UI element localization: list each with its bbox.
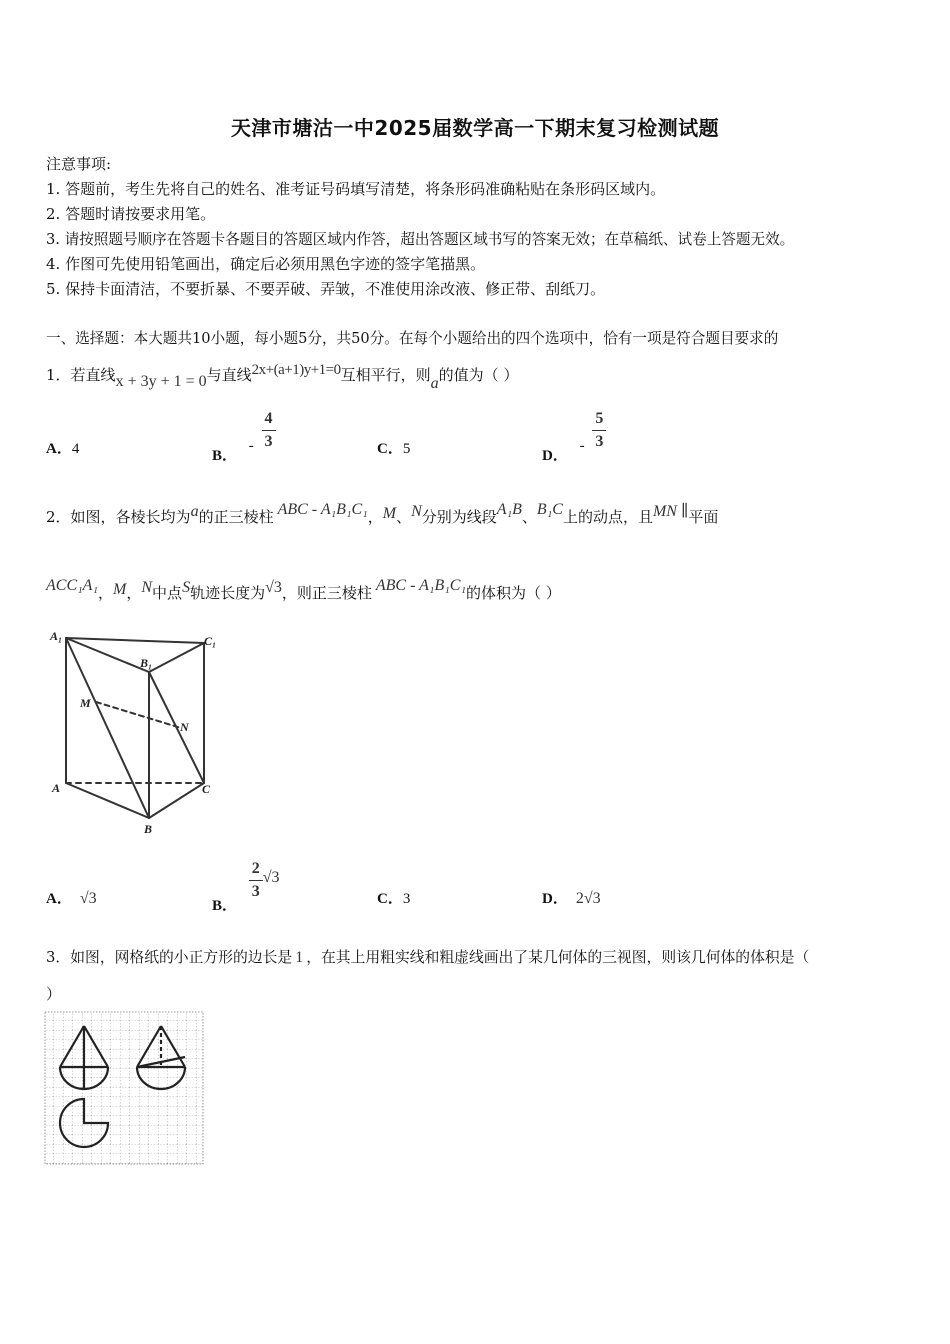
notice-item-5: 5. 保持卡面清洁，不要折暴、不要弄破、弄皱，不准使用涂改液、修正带、刮纸刀。 — [46, 280, 606, 298]
separator: 、 — [396, 508, 412, 526]
question-2-text-1: 如图，各棱长均为 — [70, 508, 191, 526]
label-c: C — [202, 782, 211, 796]
question-2-prism-2: ABC - A₁B₁C₁ — [375, 577, 467, 594]
question-2-text-8: ，则正三棱柱 — [281, 584, 372, 602]
option-value: 4 — [71, 441, 80, 457]
question-1-number: 1． — [46, 366, 71, 384]
question-2-point-n-2: N — [141, 579, 153, 596]
edge-a1c1 — [66, 638, 204, 643]
question-2-plane: ACC₁A₁ — [46, 577, 99, 594]
question-2-text-5: 平面 — [688, 508, 719, 526]
edge-b1c1 — [149, 643, 204, 672]
option-label: A． — [46, 441, 72, 457]
question-2-option-d[interactable] — [542, 887, 601, 908]
page-title: 天津市塘沽一中2025届数学高一下期末复习检测试题 — [230, 116, 720, 140]
fraction-bar — [262, 430, 276, 431]
question-1-option-b[interactable] — [212, 410, 276, 464]
question-2-text-7: 轨迹长度为 — [190, 584, 266, 602]
fraction-numerator: 5 — [595, 410, 604, 427]
segment-mn — [96, 702, 181, 728]
label-n: N — [180, 720, 189, 734]
question-2-segment-2: B₁C — [536, 501, 563, 518]
question-2-var-a: a — [190, 503, 199, 520]
option-fraction — [249, 860, 263, 901]
question-2-text-6: 中点 — [152, 584, 183, 602]
question-2-line-2 — [46, 577, 561, 603]
question-2-mn-parallel: MN ∥ — [652, 503, 689, 520]
option-label: B． — [212, 447, 238, 464]
edge-ab — [66, 783, 149, 818]
option-value: 3 — [402, 891, 411, 907]
label-a: A — [52, 781, 61, 795]
question-3-unit: 1 — [295, 949, 304, 966]
question-2-prism: ABC - A₁B₁C₁ — [277, 501, 368, 518]
option-label: D． — [542, 891, 568, 907]
section-heading: 一、选择题：本大题共10小题，每小题5分，共50分。在每个小题给出的四个选项中，恰有一项是符合题目要求的 — [46, 330, 779, 347]
question-2-text-9: 的体积为（ ） — [466, 584, 561, 602]
question-2-point-m: M — [382, 505, 397, 522]
question-2-option-b[interactable] — [212, 860, 280, 914]
question-1-text-2: 与直线 — [206, 366, 252, 384]
question-3-text-2: ，在其上用粗实线和粗虚线画出了某几何体的三视图，则该几何体的体积是（ — [306, 949, 810, 966]
fraction-bar — [249, 880, 263, 881]
notice-item-4: 4. 作图可先使用铅笔画出，确定后必须用黑色字迹的签字笔描黑。 — [46, 255, 486, 273]
option-radical: √3 — [262, 868, 280, 886]
question-2-prism-figure — [44, 625, 234, 840]
question-1-option-a[interactable] — [46, 437, 79, 458]
question-2-segment-1: A₁B — [496, 501, 522, 518]
question-2-text-3: 分别为线段 — [421, 508, 497, 526]
question-3-three-view-figure — [44, 1011, 206, 1167]
option-label: C． — [377, 891, 403, 907]
fraction-bar — [592, 430, 606, 431]
option-label: C． — [377, 441, 403, 457]
label-b: B — [144, 822, 153, 836]
question-2-text-4: 上的动点，且 — [562, 508, 653, 526]
question-1-var-a: a — [430, 375, 439, 392]
question-2-line-1 — [46, 501, 719, 527]
question-2-point-m-2: M — [113, 581, 127, 598]
question-3-number: 3． — [46, 949, 71, 966]
question-1-text-4: 的值为（ ） — [438, 366, 519, 384]
option-label: D． — [542, 447, 568, 464]
comma: ， — [367, 508, 383, 526]
question-1-text-3: 互相平行，则 — [340, 366, 431, 384]
question-1-text-1: 若直线 — [70, 366, 116, 384]
question-2-option-c[interactable] — [377, 887, 410, 908]
question-3-text-1: 如图，网格纸的小正方形的边长是 — [70, 949, 293, 966]
question-2-point-n: N — [411, 503, 422, 520]
question-2-number: 2． — [46, 508, 71, 526]
option-label: B． — [212, 897, 238, 914]
label-c1: C₁ — [204, 634, 217, 648]
notice-item-3: 3. 请按照题号顺序在答题卡各题目的答题区域内作答，超出答题区域书写的答案无效；在草稿纸、试卷上答题无效。 — [46, 231, 795, 248]
fraction-denominator: 3 — [595, 433, 604, 450]
option-fraction — [592, 410, 606, 451]
option-sign: - — [579, 437, 585, 454]
option-value: √3 — [79, 890, 97, 907]
question-1-option-c[interactable] — [377, 437, 410, 458]
comma: ， — [126, 584, 142, 602]
notice-item-2: 2. 答题时请按要求用笔。 — [46, 205, 216, 223]
question-2-text-2: 的正三棱柱 — [198, 508, 274, 526]
option-value: 2√3 — [575, 890, 601, 907]
fraction-denominator: 3 — [251, 883, 260, 900]
option-label: A． — [46, 891, 72, 907]
question-2-length: √3 — [265, 579, 282, 596]
option-value: 5 — [402, 441, 411, 457]
option-fraction — [262, 410, 276, 451]
fraction-numerator: 2 — [251, 860, 260, 877]
label-b1: B₁ — [140, 656, 153, 670]
notice-heading: 注意事项: — [46, 155, 112, 173]
question-1-line-1: x + 3y + 1 = 0 — [115, 373, 207, 390]
question-1-option-d[interactable] — [542, 410, 606, 464]
option-sign: - — [248, 437, 254, 454]
question-3-paren: ） — [46, 985, 62, 1003]
segment-a1b — [66, 638, 149, 818]
question-2-point-s: S — [182, 579, 191, 596]
label-m: M — [80, 696, 91, 710]
edge-bc — [149, 783, 204, 818]
question-3 — [46, 946, 809, 967]
fraction-numerator: 4 — [264, 410, 273, 427]
separator: 、 — [521, 508, 537, 526]
question-2-option-a[interactable] — [46, 887, 97, 908]
question-1 — [46, 362, 519, 392]
notice-item-1: 1. 答题前，考生先将自己的姓名、准考证号码填写清楚，将条形码准确粘贴在条形码区域内。 — [46, 180, 666, 198]
question-1-line-2: 2x+(a+1)y+1=0 — [251, 362, 341, 378]
label-a1: A₁ — [50, 629, 63, 643]
fraction-denominator: 3 — [264, 433, 273, 450]
comma: ， — [98, 584, 114, 602]
